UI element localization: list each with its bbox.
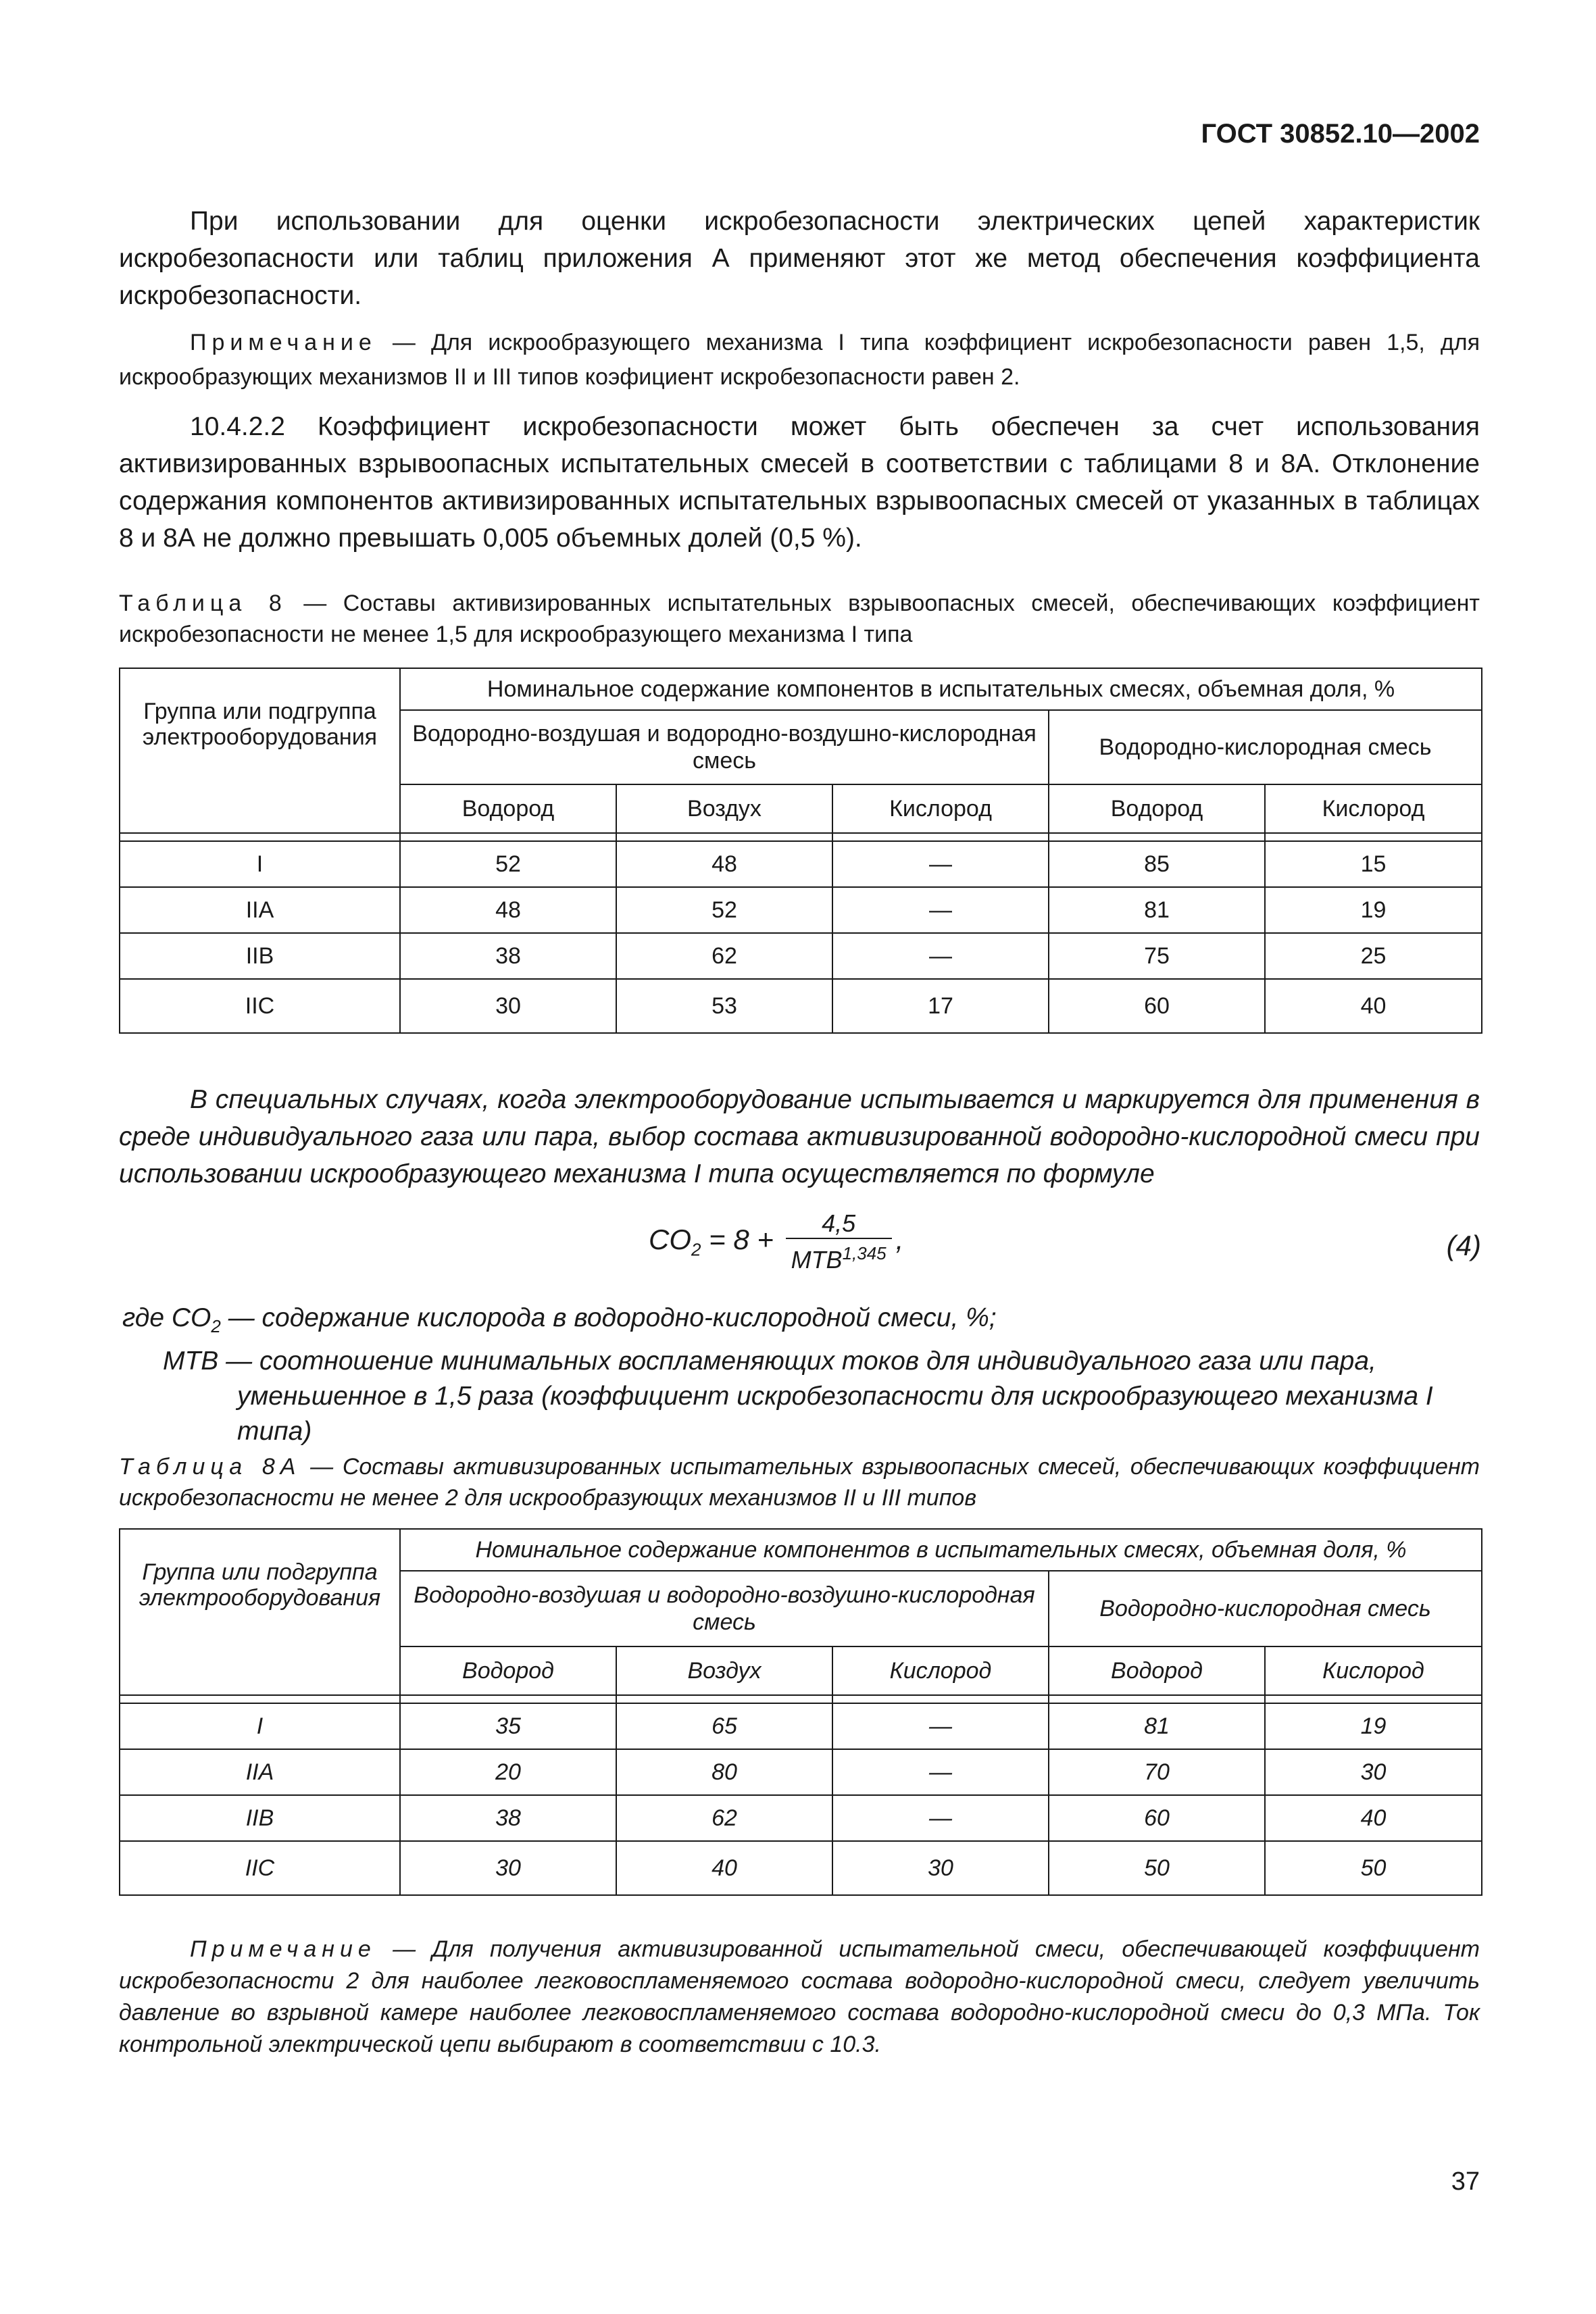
table-row: IIA 20 80 — 70 30 bbox=[120, 1749, 1482, 1795]
equation-number: (4) bbox=[1446, 1230, 1481, 1261]
table-8-col: Воздух bbox=[616, 784, 832, 833]
table-row: IIB 38 62 — 60 40 bbox=[120, 1795, 1482, 1841]
table-8a-col: Кислород bbox=[832, 1646, 1049, 1695]
formula-legend bbox=[119, 1301, 1481, 1449]
table-8a-col: Воздух bbox=[616, 1646, 832, 1695]
note-1 bbox=[119, 326, 1480, 395]
table-8-subheader-2: Водородно-кислородная смесь bbox=[1049, 710, 1482, 784]
table-8a-subheader-2: Водородно-кислородная смесь bbox=[1049, 1571, 1482, 1646]
table-8a-col: Водород bbox=[400, 1646, 616, 1695]
table-8-group-header: Группа или подгруппа электрооборудования bbox=[120, 668, 400, 833]
formula-fraction: $\frac{4,5}{MTB^{1,345}}$ bbox=[786, 1209, 892, 1274]
table-8 bbox=[119, 668, 1482, 1034]
table-row: I 52 48 — 85 15 bbox=[120, 841, 1482, 887]
table-8-col: Водород bbox=[1049, 784, 1265, 833]
legend-line-2: MTB — соотношение минимальных воспламеняющих токов для индивидуального газа или пара, уменьшенное в 1,5 раза (коэффициент искробезопасности для искрообразующего механизма I типа) bbox=[163, 1346, 1433, 1446]
note-text: — Для искрообразующего механизма I типа коэффициент искробезопасности равен 1,5, для искрообразующих механизмов II и III типов коэфициент искробезопасности равен 2. bbox=[119, 330, 1480, 390]
table-row: I 35 65 — 81 19 bbox=[120, 1703, 1482, 1749]
table-8a-main-header: Номинальное содержание компонентов в испытательных смесях, объемная доля, % bbox=[400, 1529, 1482, 1571]
document-header: ГОСТ 30852.10—2002 bbox=[1201, 119, 1480, 149]
paragraph-3: В специальных случаях, когда электрооборудование испытывается и маркируется для применения в среде индивидуального газа или пара, выбор состава активизированной водородно-кислородной смеси при использовании искрообразующего механизма I типа осуществляется по формуле bbox=[119, 1085, 1480, 1188]
note-2-label: Примечание bbox=[190, 1936, 376, 1962]
table-8-col: Водород bbox=[400, 784, 616, 833]
paragraph-1: При использовании для оценки искробезопасности электрических цепей характеристик искробезопасности или таблиц приложения А применяют этот же метод обеспечения коэффициента искробезопасности. bbox=[119, 207, 1480, 310]
table-8a-col: Кислород bbox=[1265, 1646, 1482, 1695]
table-row: IIC 30 40 30 50 50 bbox=[120, 1841, 1482, 1895]
table-8-caption-label: Таблица 8 bbox=[119, 590, 287, 616]
table-8a-caption bbox=[119, 1451, 1480, 1513]
legend-line-1: где $CO_2$ — содержание кислорода в водородно-кислородной смеси, %; bbox=[122, 1303, 997, 1336]
table-8a-group-header: Группа или подгруппа электрооборудования bbox=[120, 1529, 400, 1695]
table-8-col: Кислород bbox=[1265, 784, 1482, 833]
note-label: Примечание bbox=[190, 330, 377, 355]
table-row: IIA 48 52 — 81 19 bbox=[120, 887, 1482, 933]
table-8a-col: Водород bbox=[1049, 1646, 1265, 1695]
note-2 bbox=[119, 1934, 1480, 2061]
paragraph-2: 10.4.2.2 Коэффициент искробезопасности может быть обеспечен за счет использования активизированных взрывоопасных испытательных смесей в соответствии с таблицами 8 и 8А. Отклонение содержания компонентов активизированных испытательных взрывоопасных смесей от указанных в таблицах 8 и 8А не должно превышать 0,005 объемных долей (0,5 %). bbox=[119, 412, 1480, 553]
table-row: IIC 30 53 17 60 40 bbox=[120, 979, 1482, 1033]
table-8-caption bbox=[119, 588, 1480, 650]
table-row: IIB 38 62 — 75 25 bbox=[120, 933, 1482, 979]
page-number: 37 bbox=[1451, 2167, 1480, 2196]
table-8-caption-text: — Составы активизированных испытательных взрывоопасных смесей, обеспечивающих коэффициент искробезопасности не менее 1,5 для искрообразующего механизма I типа bbox=[119, 590, 1480, 647]
table-8-main-header: Номинальное содержание компонентов в испытательных смесях, объемная доля, % bbox=[400, 668, 1482, 710]
table-8a-caption-text: — Составы активизированных испытательных взрывоопасных смесей, обеспечивающих коэффициент искробезопасности не менее 2 для искрообразующих механизмов II и III типов bbox=[119, 1454, 1480, 1511]
table-8-subheader-1: Водородно-воздушая и водородно-воздушно-кислородная смесь bbox=[400, 710, 1049, 784]
table-8a-caption-label: Таблица 8А bbox=[119, 1454, 301, 1480]
formula-4: $CO_2 = 8$ + $\frac{4,5}{MTB^{1,345}}$ , bbox=[649, 1209, 904, 1274]
note-2-text: — Для получения активизированной испытательной смеси, обеспечивающей коэффициент искробезопасности 2 для наиболее легковоспламеняемого состава водородно-кислородной смеси, следует увеличить давление во взрывной камере наиболее легковоспламеняемого состава водородно-кислородной смеси до 0,3 МПа. Ток контрольной электрической цепи выбирают в соответствии с 10.3. bbox=[119, 1936, 1480, 2057]
table-8a-subheader-1: Водородно-воздушая и водородно-воздушно-кислородная смесь bbox=[400, 1571, 1049, 1646]
table-8-col: Кислород bbox=[832, 784, 1049, 833]
table-8a bbox=[119, 1528, 1482, 1896]
